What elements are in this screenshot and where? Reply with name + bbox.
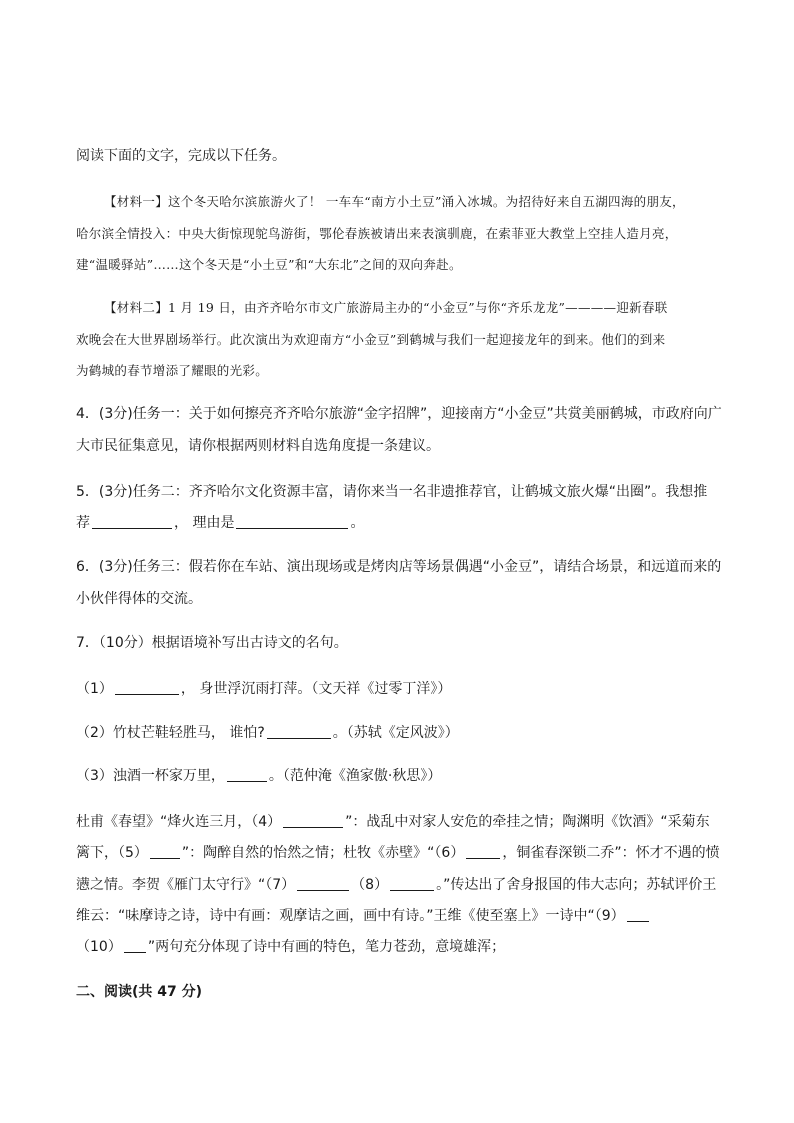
section-2-heading: 二、阅读(共 47 分) — [76, 984, 203, 1000]
material-2-line-1: 【材料二】1 月 19 日，由齐齐哈尔市文广旅游局主办的“小金豆”与你“齐乐龙龙”————迎新春联 — [104, 300, 668, 315]
material-2-line-2: 欢晚会在大世界剧场举行。此次演出为欢迎南方“小金豆”到鹤城与我们一起迎接龙年的到来。他们的到来 — [76, 332, 666, 347]
question-7-item-2: （2）竹杖芒鞋轻胜马， 谁怕? 。（苏轼《定风波》） — [76, 725, 459, 741]
question-7-title: 7．（10分）根据语境补写出古诗文的名句。 — [76, 635, 348, 651]
answer-blank[interactable] — [283, 813, 343, 828]
answer-blank[interactable] — [92, 514, 172, 529]
question-5-line-1: 5．(3分)任务二：齐齐哈尔文化资源丰富，请你来当一名非遗推荐官，让鹤城文旅火爆“出圈”。我想推 — [76, 484, 708, 500]
answer-blank[interactable] — [150, 844, 180, 859]
answer-blank[interactable] — [227, 767, 267, 782]
answer-blank[interactable] — [390, 876, 434, 891]
question-7-paragraph-line-2: 篱下，（5） ”：陶醉自然的怡然之情；杜牧《赤壁》“（6） ，铜雀春深锁二乔”：怀才不遇的愤 — [76, 845, 720, 861]
intro-text: 阅读下面的文字，完成以下任务。 — [76, 148, 286, 164]
question-6-line-2: 小伙伴得体的交流。 — [76, 591, 202, 607]
answer-blank[interactable] — [236, 514, 348, 529]
question-7-paragraph-line-4: 维云：“味摩诗之诗，诗中有画：观摩诘之画，画中有诗。”王维《使至塞上》一诗中“（9） — [76, 906, 726, 926]
material-1-line-2: 哈尔滨全情投入：中央大街惊现鸵鸟游街，鄂伦春族被请出来表演驯鹿，在索菲亚大教堂上空挂人造月亮， — [76, 226, 678, 241]
material-1-line-3: 建“温暖驿站”……这个冬天是“小土豆”和“大东北”之间的双向奔赴。 — [76, 257, 462, 272]
material-1-line-1: 【材料一】这个冬天哈尔滨旅游火了！ 一车车“南方小土豆”涌入冰城。为招待好来自五湖四海的朋友， — [104, 194, 685, 209]
answer-blank[interactable] — [124, 938, 146, 953]
answer-blank[interactable] — [115, 680, 179, 695]
question-6-line-1: 6．(3分)任务三：假若你在车站、演出现场或是烤肉店等场景偶遇“小金豆”，请结合场景，和远道而来的 — [76, 559, 722, 575]
question-7-item-1: （1） ， 身世浮沉雨打萍。（文天祥《过零丁洋》） — [76, 681, 452, 697]
material-2-line-3: 为鹤城的春节增添了耀眼的光彩。 — [76, 363, 269, 378]
question-4-line-2: 大市民征集意见，请你根据两则材料自选角度提一条建议。 — [76, 438, 440, 454]
answer-blank[interactable] — [627, 907, 649, 922]
question-4-line-1: 4．(3分)任务一：关于如何擦亮齐齐哈尔旅游“金字招牌”，迎接南方“小金豆”共赏美丽鹤城，市政府向广 — [76, 406, 722, 422]
answer-blank[interactable] — [466, 844, 500, 859]
question-7-paragraph-line-3: 懑之情。李贺《雁门太守行》“（7） （8） 。”传达出了舍身报国的伟大志向；苏轼评价王 — [76, 877, 717, 893]
answer-blank[interactable] — [267, 724, 331, 739]
answer-blank[interactable] — [297, 876, 349, 891]
question-7-item-3: （3）浊酒一杯家万里， 。（范仲淹《渔家傲·秋思》） — [76, 768, 442, 784]
question-7-paragraph-line-5: （10） ”两句充分体现了诗中有画的特色，笔力苍劲，意境雄浑； — [76, 939, 506, 955]
question-5-line-2: 荐 ， 理由是 。 — [76, 515, 365, 531]
question-7-paragraph-line-1: 杜甫《春望》“烽火连三月，（4） ”：战乱中对家人安危的牵挂之情；陶渊明《饮酒》“采菊东 — [76, 814, 710, 830]
